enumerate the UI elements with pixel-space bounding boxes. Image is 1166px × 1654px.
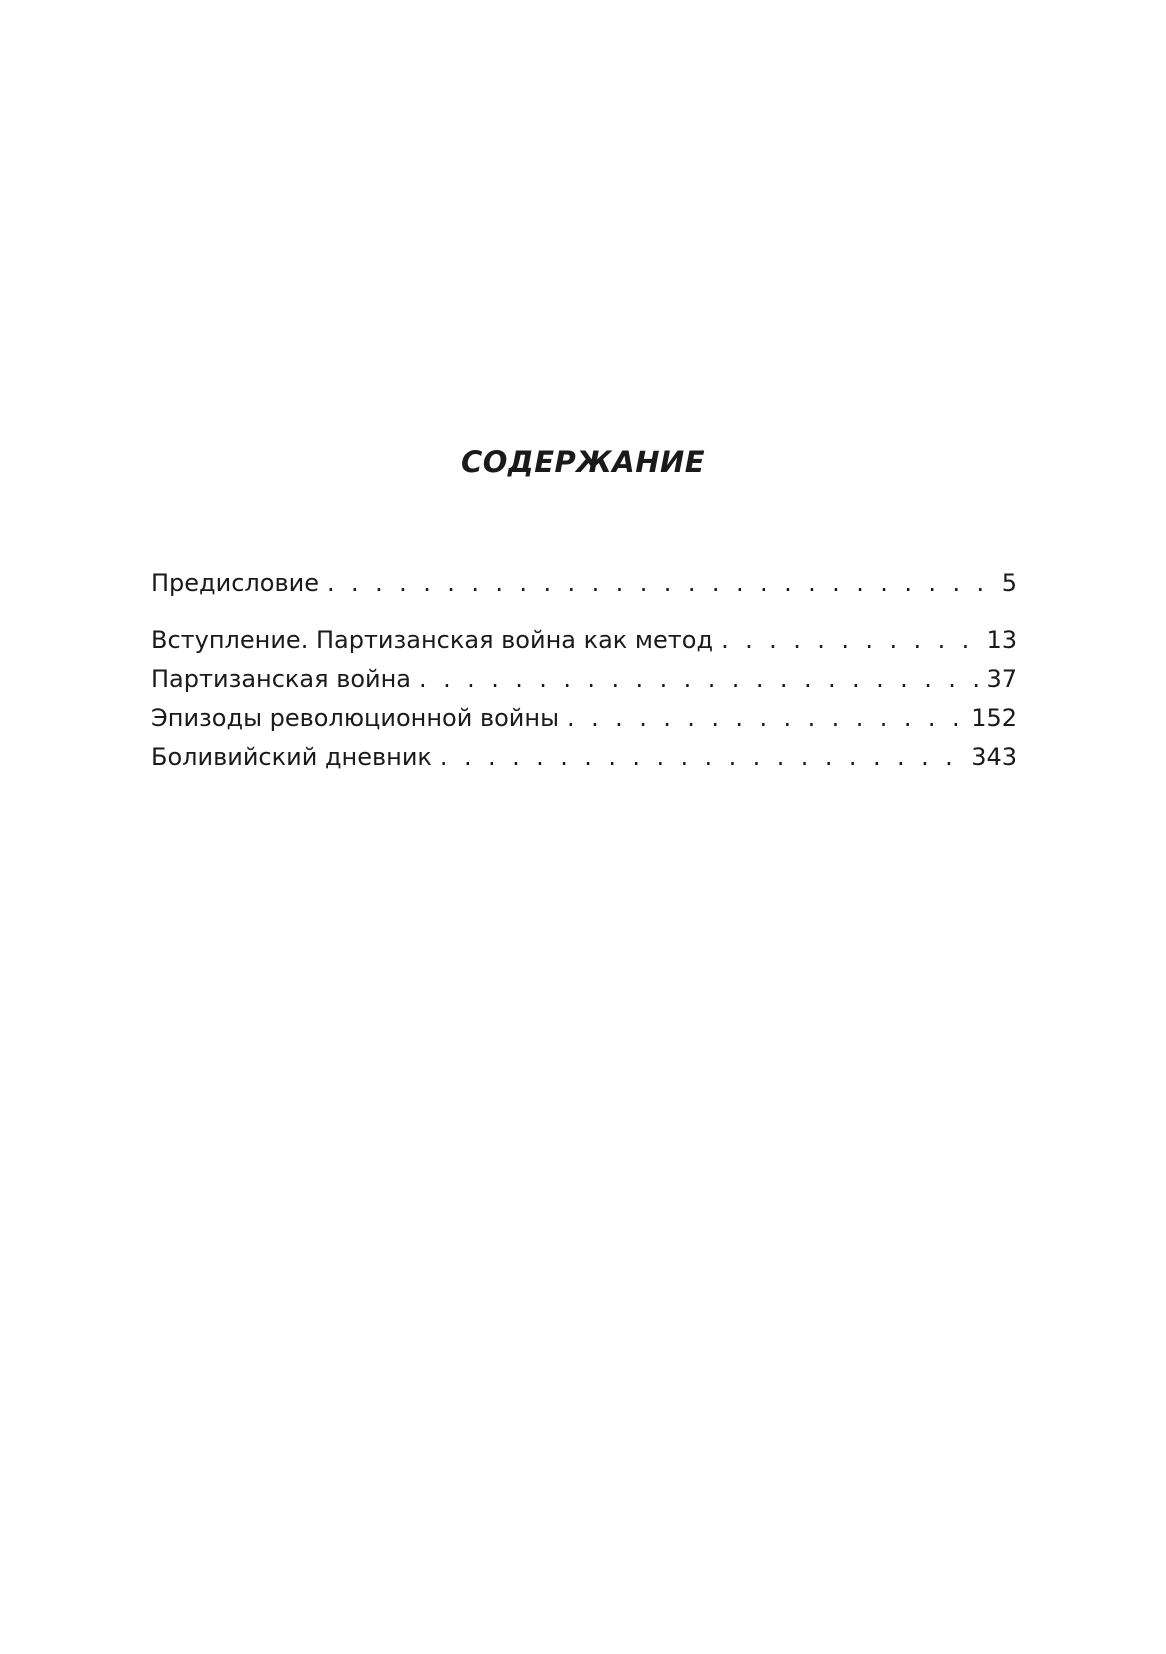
dot-leader: [327, 566, 1001, 600]
toc-entry-page: 343: [971, 743, 1017, 771]
toc-entry-page: 13: [986, 626, 1017, 654]
toc-entry-title: Предисловие: [151, 569, 319, 597]
toc-entry-title: Вступление. Партизанская война как метод: [151, 626, 714, 654]
toc-entry-page: 5: [1001, 569, 1017, 597]
toc-entry[interactable]: [151, 623, 1017, 657]
toc-entry[interactable]: [151, 662, 1017, 696]
toc-entry-title: Боливийский дневник: [151, 743, 432, 771]
dot-leader: [419, 662, 985, 696]
dot-leader: [567, 701, 970, 735]
toc-entry[interactable]: [151, 701, 1017, 735]
toc-entry[interactable]: [151, 566, 1017, 600]
toc-entry-title: Эпизоды революционной войны: [151, 704, 560, 732]
toc-entry-title: Партизанская война: [151, 665, 412, 693]
dot-leader: [721, 623, 985, 657]
page-title: СОДЕРЖАНИЕ: [460, 445, 706, 479]
toc-entry-page: 152: [971, 704, 1017, 732]
toc-entry-page: 37: [986, 665, 1017, 693]
toc-entry[interactable]: [151, 740, 1017, 774]
dot-leader: [440, 740, 970, 774]
